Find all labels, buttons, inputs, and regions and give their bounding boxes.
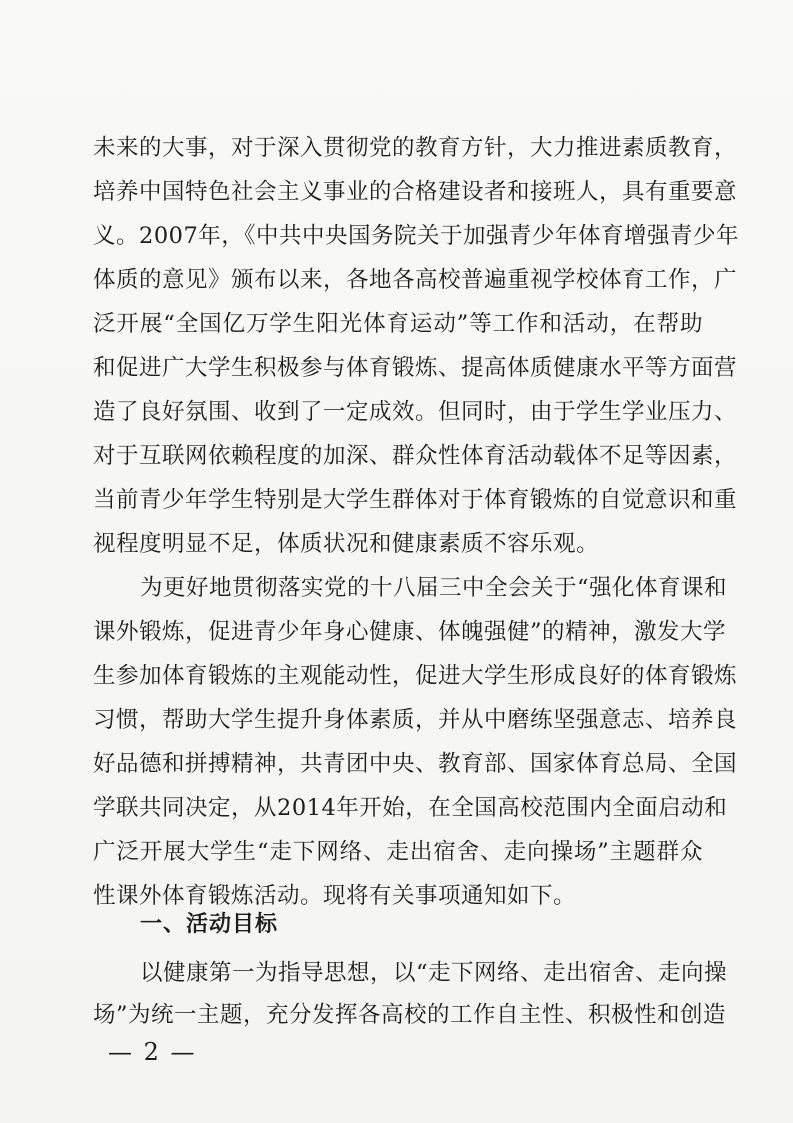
text-line: 习惯，帮助大学生提升身体素质，并从中磨练坚强意志、培养良 <box>93 707 738 733</box>
text-line: 课外锻炼，促进青少年身心健康、体魄强健”的精神，激发大学 <box>93 619 727 645</box>
page-number: — 2 — <box>108 1038 197 1066</box>
text-line: 造了良好氛围、收到了一定成效。但同时，由于学生学业压力、 <box>93 399 738 425</box>
text-line: 好品德和拼搏精神，共青团中央、教育部、国家体育总局、全国 <box>93 751 738 777</box>
text-line: 为更好地贯彻落实党的十八届三中全会关于“强化体育课和 <box>140 575 728 601</box>
section-heading: 一、活动目标 <box>140 912 279 937</box>
text-line: 体质的意见》颁布以来，各地各高校普遍重视学校体育工作，广 <box>93 267 738 293</box>
text-line: 视程度明显不足，体质状况和健康素质不容乐观。 <box>93 531 600 557</box>
text-line: 义。2007年，《中共中央国务院关于加强青少年体育增强青少年 <box>93 223 740 249</box>
text-line: 生参加体育锻炼的主观能动性，促进大学生形成良好的体育锻炼 <box>93 663 738 689</box>
text-line: 以健康第一为指导思想，以“走下网络、走出宿舍、走向操 <box>140 960 728 986</box>
text-line: 培养中国特色社会主义事业的合格建设者和接班人，具有重要意 <box>93 179 738 205</box>
text-line: 和促进广大学生积极参与体育锻炼、提高体质健康水平等方面营 <box>93 355 738 381</box>
text-line: 对于互联网依赖程度的加深、群众性体育活动载体不足等因素， <box>93 443 738 469</box>
text-line: 泛开展“全国亿万学生阳光体育运动”等工作和活动，在帮助 <box>93 311 703 337</box>
text-line: 未来的大事，对于深入贯彻党的教育方针，大力推进素质教育， <box>93 135 738 161</box>
text-line: 性课外体育锻炼活动。现将有关事项通知如下。 <box>93 883 577 909</box>
text-line: 当前青少年学生特别是大学生群体对于体育锻炼的自觉意识和重 <box>93 487 738 513</box>
text-line: 学联共同决定，从2014年开始，在全国高校范围内全面启动和 <box>93 795 728 821</box>
text-line: 场”为统一主题，充分发挥各高校的工作自主性、积极性和创造 <box>93 1002 727 1028</box>
text-line: 广泛开展大学生“走下网络、走出宿舍、走向操场”主题群众 <box>93 839 703 865</box>
